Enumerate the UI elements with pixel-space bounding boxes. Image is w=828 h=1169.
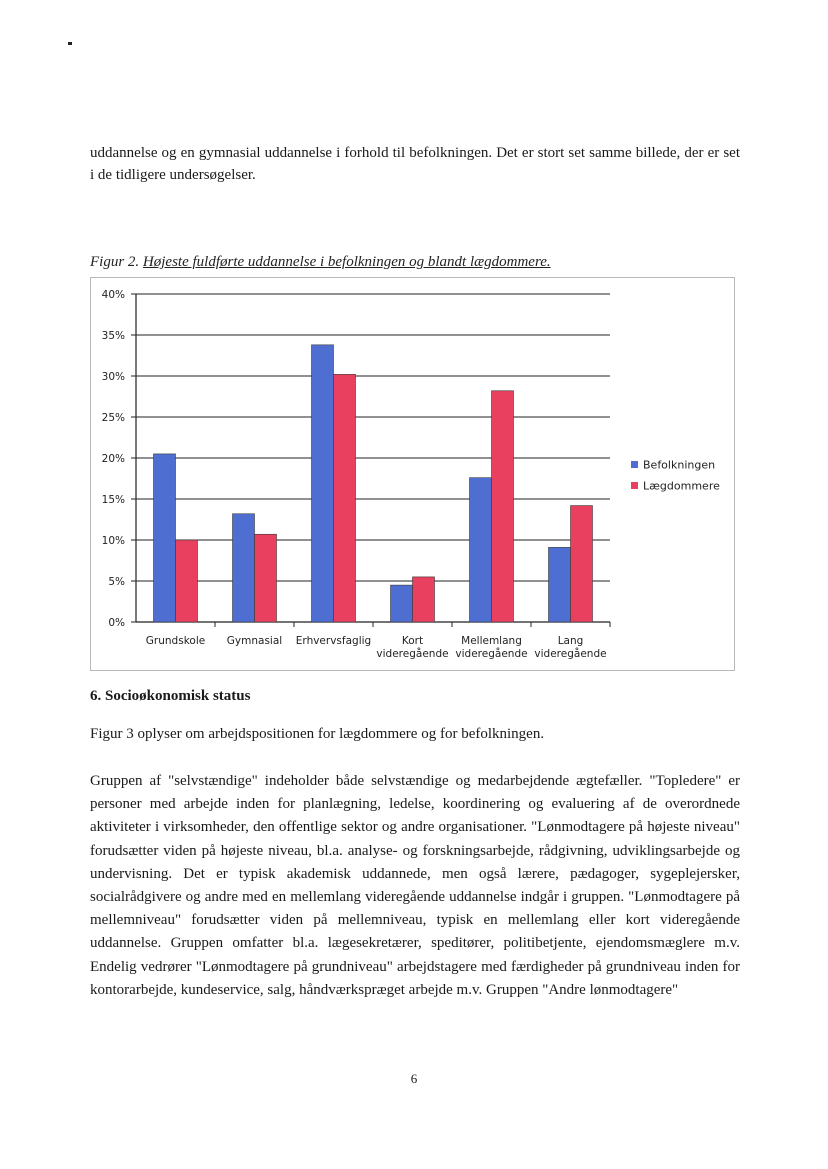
- bar-lægdommere: [255, 534, 277, 622]
- figure-caption-prefix: Figur 2.: [90, 254, 140, 270]
- y-tick-label: 0%: [108, 617, 125, 629]
- bar-befolkningen: [391, 585, 413, 622]
- y-tick-label: 35%: [101, 330, 125, 342]
- legend-label: Lægdommere: [643, 479, 720, 493]
- x-tick-label: Lang: [557, 635, 584, 647]
- bar-befolkningen: [549, 547, 571, 622]
- page-number: 6: [410, 1071, 418, 1086]
- x-tick-label: videregående: [455, 648, 528, 660]
- scan-mark: [68, 42, 72, 45]
- figure-caption-title: Højeste fuldførte uddannelse i befolkningen og blandt lægdommere.: [142, 254, 551, 270]
- legend-label: Befolkningen: [643, 458, 716, 472]
- bar-befolkningen: [312, 345, 334, 622]
- bar-lægdommere: [492, 391, 514, 622]
- y-tick-label: 5%: [108, 576, 125, 588]
- x-tick-label: Gymnasial: [226, 635, 283, 647]
- section-heading: 6. Socioøkonomisk status: [90, 688, 251, 704]
- bar-lægdommere: [334, 374, 356, 622]
- education-chart: [90, 277, 735, 671]
- x-tick-label: videregående: [534, 648, 607, 660]
- y-tick-label: 20%: [101, 453, 125, 465]
- education-chart-svg: [91, 278, 734, 670]
- y-tick-label: 15%: [101, 494, 125, 506]
- legend-swatch-befolkningen: [631, 461, 638, 468]
- intro-paragraph: uddannelse og en gymnasial uddannelse i forhold til befolkningen. Det er stort set samme billede, der er set i de tidligere undersøgelser.: [90, 145, 740, 183]
- legend-swatch-lægdommere: [631, 482, 638, 489]
- bar-befolkningen: [470, 478, 492, 622]
- figure3-paragraph: Figur 3 oplyser om arbejdspositionen for lægdommere og for befolkningen.: [90, 726, 545, 742]
- body-paragraph: Gruppen af "selvstændige" indeholder både selvstændige og medarbejdende ægtefæller. "Topledere" er personer med arbejde inden for planlægning, ledelse, koordinering og evaluering af de overordnede aktiviteter i virksomheder, den offentlige sektor og andre organisationer. "Lønmodtagere på højeste niveau" forudsætter viden på højeste niveau, bl.a. analyse- og forskningsarbejde, rådgivning, udviklingsarbejde og undervisning. Det er typisk akademisk uddannede, men også lærere, pædagoger, sygeplejersker, socialrådgivere og andre med en mellemlang videregående uddannelse indgår i gruppen. "Lønmodtagere på mellemniveau" forudsætter viden på mellemniveau, typisk en mellemlang eller kort videregående uddannelse. Gruppen omfatter bl.a. lægesekretærer, speditører, politibetjente, ejendomsmæglere m.v. Endelig vedrører "Lønmodtagere på grundniveau" arbejdstagere med færdigheder på grundniveau inden for kontorarbejde, kundeservice, salg, håndværkspræget arbejde m.v. Gruppen "Andre lønmodtagere": [90, 773, 740, 998]
- figure-caption: [90, 254, 551, 271]
- y-tick-label: 10%: [101, 535, 125, 547]
- y-tick-label: 25%: [101, 412, 125, 424]
- bar-lægdommere: [176, 540, 198, 622]
- x-tick-label: Kort: [401, 635, 424, 647]
- x-tick-label: videregående: [376, 648, 449, 660]
- x-tick-label: Erhvervsfaglig: [295, 635, 372, 647]
- x-tick-label: Grundskole: [145, 635, 206, 647]
- bar-befolkningen: [154, 454, 176, 622]
- bar-lægdommere: [571, 506, 593, 622]
- x-tick-label: Mellemlang: [461, 635, 522, 647]
- bar-befolkningen: [233, 514, 255, 622]
- y-tick-label: 40%: [101, 289, 125, 301]
- y-tick-label: 30%: [101, 371, 125, 383]
- bar-lægdommere: [413, 577, 435, 622]
